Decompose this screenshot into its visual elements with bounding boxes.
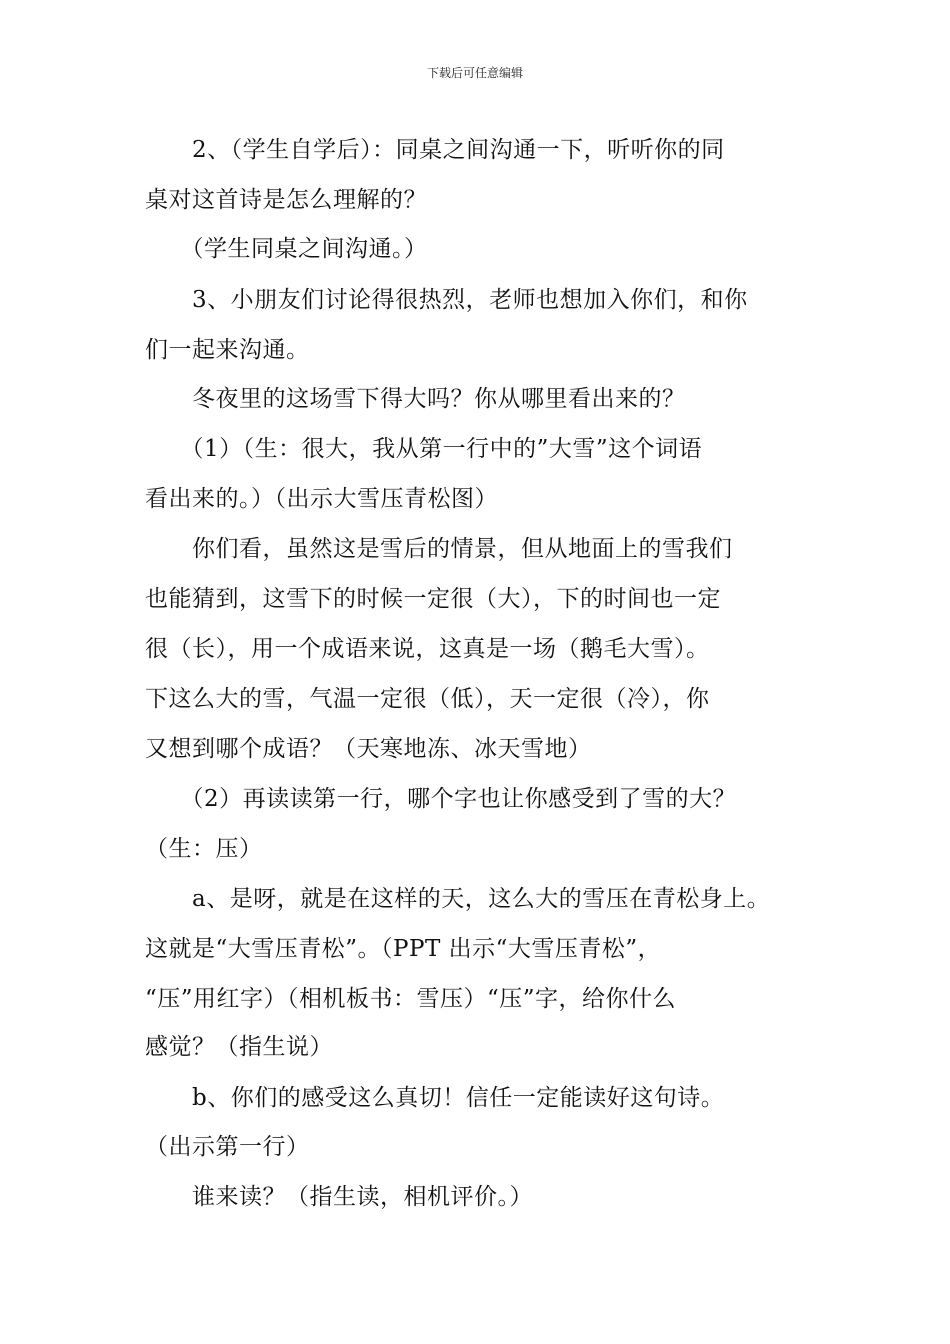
text-line: 谁来读？（指生读，相机评价。） <box>145 1184 533 1210</box>
text-line: “压”用红字）（相机板书：雪压）“压”字，给你什么 <box>145 986 677 1012</box>
text-line: 这就是“大雪压青松”。（PPT 出示“大雪压青松”， <box>145 936 662 962</box>
text-line: 感觉？（指生说） <box>145 1034 333 1060</box>
text-line: （1）（生：很大，我从第一行中的”大雪”这个词语 <box>145 436 703 462</box>
text-line: 们一起来沟通。 <box>145 337 310 363</box>
text-line: 也能猜到，这雪下的时候一定很（大），下的时间也一定 <box>145 586 721 612</box>
text-line: （生：压） <box>145 836 263 862</box>
text-line: 又想到哪个成语？（天寒地冻、冰天雪地） <box>145 736 592 762</box>
text-line: 3、小朋友们讨论得很热烈，老师也想加入你们，和你 <box>145 287 748 313</box>
text-line: b、你们的感受这么真切！信任一定能读好这句诗。 <box>145 1085 725 1111</box>
text-line: 桌对这首诗是怎么理解的？ <box>145 187 427 213</box>
text-line: （2）再读读第一行，哪个字也让你感受到了雪的大？ <box>145 786 737 812</box>
text-line: a、是呀，就是在这样的天，这么大的雪压在青松身上。 <box>145 886 771 912</box>
text-line: （学生同桌之间沟通。） <box>145 236 428 262</box>
page-header: 下载后可任意编辑 <box>426 66 523 80</box>
text-line: 2、（学生自学后）：同桌之间沟通一下，听听你的同 <box>145 137 725 163</box>
text-line: 很（长），用一个成语来说，这真是一场（鹅毛大雪）。 <box>145 636 710 662</box>
text-line: 下这么大的雪，气温一定很（低），天一定很（冷），你 <box>145 686 710 712</box>
text-line: 冬夜里的这场雪下得大吗？你从哪里看出来的？ <box>145 386 686 412</box>
text-line: 看出来的。）（出示大雪压青松图） <box>145 486 498 512</box>
text-line: （出示第一行） <box>145 1134 310 1160</box>
text-line: 你们看，虽然这是雪后的情景，但从地面上的雪我们 <box>145 536 733 562</box>
